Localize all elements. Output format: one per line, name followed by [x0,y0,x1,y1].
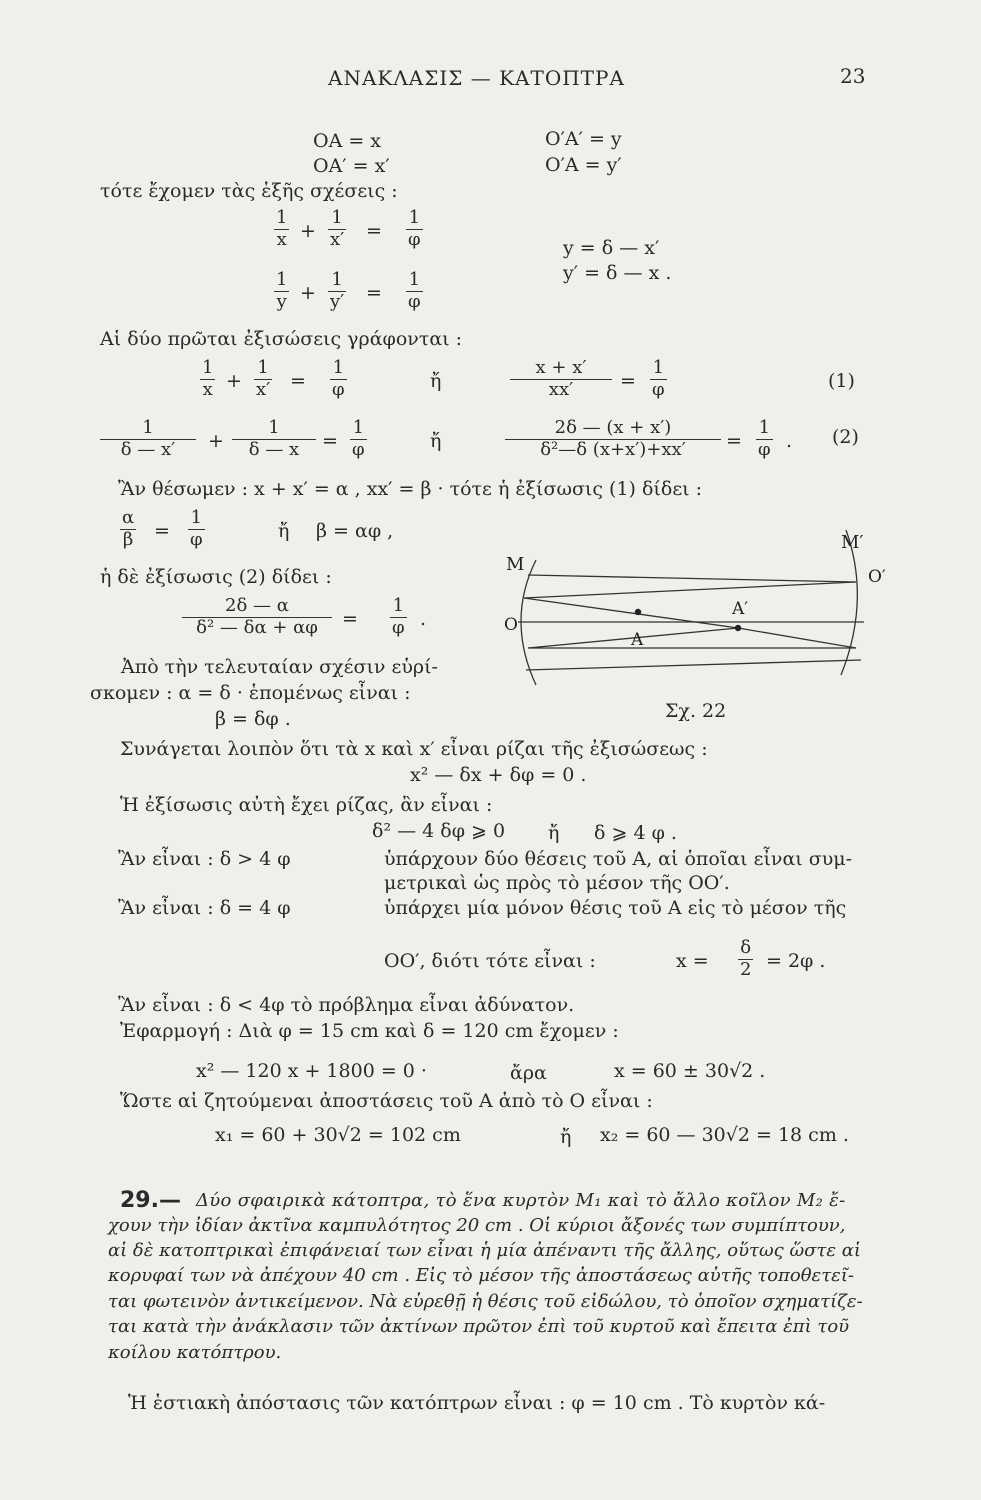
or-word: ἤ [430,430,442,452]
label-a: A [631,630,644,650]
def-oa: OA = x [313,130,382,152]
frac-alpha-beta: α β [122,507,135,550]
def-o-prime-a-prime: O′A′ = y [545,128,622,150]
problem-line4: κορυφαί των νὰ ἀπέχουν 40 cm . Εἰς τὸ μέσον τῆς ἀποστάσεως αὐτῆς τοποθετεῖ- [108,1265,854,1286]
plus: + [300,220,316,242]
equals: = [342,608,358,630]
problem-number: 29.— [120,1188,181,1213]
frac-1-phi: 1 φ [408,207,421,250]
equals: = [154,520,170,542]
distances-text: Ὥστε αἱ ζητούμεναι ἀποστάσεις τοῦ Α ἀπὸ τὸ Ο εἶναι : [120,1090,653,1112]
frac-1-d-minus-x: 1 δ — x [232,418,316,460]
or-word: ἤ [430,370,442,392]
application-text: Ἐφαρμογή : Διὰ φ = 15 cm καὶ δ = 120 cm ἔχομεν : [120,1020,619,1042]
relation-yp: y′ = δ — x . [563,262,672,284]
frac-1-phi: 1 φ [652,357,665,400]
frac-1-yp: 1 y′ [330,269,345,312]
frac-1-x: 1 x [276,207,288,250]
label-o: O [504,615,518,635]
frac-1-d-minus-xp: 1 δ — x′ [100,418,196,460]
equals: = [366,220,382,242]
problem-line1: Δύο σφαιρικὰ κάτοπτρα, τὸ ἕνα κυρτὸν Μ₁ καὶ τὸ ἄλλο κοῖλον Μ₂ ἔ- [196,1190,846,1211]
or-word: ἤ [560,1126,572,1148]
period: . [786,430,793,452]
case2-result: = 2φ . [766,950,826,972]
roots-condition-text: Ἡ ἐξίσωσις αὐτὴ ἔχει ρίζας, ἂν εἶναι : [120,794,493,816]
problem-line5: ται φωτεινὸν ἀντικείμενον. Νὰ εὑρεθῇ ἡ θέσις τοῦ εἰδώλου, τὸ ὁποῖον σχηματίζε- [108,1291,863,1312]
plus: + [300,282,316,304]
beta-delta-phi: β = δφ . [215,708,291,730]
equals: = [726,430,742,452]
running-header: ΑΝΑΚΛΑΣΙΣ — ΚΑΤΟΠΤΡΑ [328,66,625,90]
application-equation: x² — 120 x + 1800 = 0 · [196,1060,427,1082]
equation-label-1: (1) [828,370,855,392]
equation-label-2: (2) [832,426,859,448]
or-word: ἤ [548,822,560,844]
from-last-line1: Ἀπὸ τὴν τελευταίαν σχέσιν εὑρί- [121,656,438,678]
frac-eq3: 2δ — α δ² — δα + αφ [182,596,332,638]
frac-1-phi: 1 φ [392,595,405,638]
point-a-dot [635,609,641,615]
label-m: M [506,554,525,575]
frac-1-xp: 1 x′ [256,357,271,400]
case2-condition: Ἂν εἶναι : δ = 4 φ [118,897,291,919]
conclusion-text: Συνάγεται λοιπὸν ὅτι τὰ x καὶ x′ εἶναι ρίζαι τῆς ἐξισώσεως : [120,738,708,760]
ray-line [524,582,856,598]
problem-line6: ται κατὰ τὴν ἀνάκλασιν τῶν ἀκτίνων πρῶτον ἐπὶ τοῦ κυρτοῦ καὶ ἔπειτα ἐπὶ τοῦ [108,1316,850,1337]
case2-text-b: ΟΟ′, διότι τότε εἶναι : [384,950,596,972]
intro-text: τότε ἔχομεν τὰς ἑξῆς σχέσεις : [100,180,398,202]
problem-line3: αἱ δὲ κατοπτρικαὶ ἐπιφάνειαί των εἶναι ἡ μία ἀπέναντι τῆς ἄλλης, οὕτως ὥστε αἱ [108,1240,861,1261]
substitution-text: Ἂν θέσωμεν : x + x′ = α , xx′ = β · τότε ἡ ἐξίσωσις (1) δίδει : [118,478,703,500]
root-x1: x₁ = 60 + 30√2 = 102 cm [215,1124,461,1146]
problem-line2: χουν τὴν ἰδίαν ἀκτῖνα καμπυλότητος 20 cm . Οἱ κύριοι ἄξονές των συμπίπτουν, [108,1215,846,1236]
case2-x: x = [676,950,709,972]
last-line: Ἡ ἑστιακὴ ἀπόστασις τῶν κατόπτρων εἶναι : φ = 10 cm . Τὸ κυρτὸν κά- [128,1392,826,1414]
frac-1-phi: 1 φ [332,357,345,400]
equals: = [290,370,306,392]
first-two-text: Αἱ δύο πρῶται ἐξισώσεις γράφονται : [100,328,463,350]
quadratic-equation: x² — δx + δφ = 0 . [410,764,587,786]
ray-line [524,598,738,628]
def-o-prime-a: O′A = y′ [545,154,622,176]
point-a-prime-dot [735,625,741,631]
label-a-prime: A′ [732,599,749,619]
frac-1-phi: 1 φ [758,417,771,460]
or-word: ἤ [278,520,290,542]
relation-y: y = δ — x′ [563,237,660,259]
discriminant: δ² — 4 δφ ⩾ 0 [372,820,506,842]
frac-sum-over-product: x + x′ xx′ [510,358,612,400]
period: . [420,608,427,630]
equals: = [366,282,382,304]
problem-line7: κοίλου κατόπτρου. [108,1342,282,1363]
page-number: 23 [840,64,866,88]
plus: + [226,370,242,392]
frac-1-phi: 1 φ [408,269,421,312]
discriminant-alt: δ ⩾ 4 φ . [594,822,677,844]
eq2-gives-text: ἡ δὲ ἐξίσωσις (2) δίδει : [100,566,332,588]
ray-line [528,575,856,582]
frac-1-phi: 1 φ [352,417,365,460]
equals: = [322,430,338,452]
figure-22-mirrors [496,520,896,720]
frac-1-x: 1 x [202,357,214,400]
root-x2: x₂ = 60 — 30√2 = 18 cm . [600,1124,849,1146]
label-m-prime: M′ [841,532,864,553]
case1-condition: Ἂν εἶναι : δ > 4 φ [118,848,291,870]
case2-text-a: ὑπάρχει μία μόνον θέσις τοῦ Α εἰς τὸ μέσον τῆς [384,897,847,919]
from-last-line2: σκομεν : α = δ · ἑπομένως εἶναι : [90,682,411,704]
ray-line [738,628,856,648]
equals: = [620,370,636,392]
application-solution: x = 60 ± 30√2 . [614,1060,766,1082]
figure-caption: Σχ. 22 [665,700,727,722]
application-hence: ἄρα [510,1062,547,1084]
case1-text-a: ὑπάρχουν δύο θέσεις τοῦ Α, αἱ ὁποῖαι εἶναι συμ- [384,848,853,870]
frac-1-phi: 1 φ [190,507,203,550]
frac-delta-over-2: δ 2 [740,937,752,980]
case3-text: Ἂν εἶναι : δ < 4φ τὸ πρόβλημα εἶναι ἀδύνατον. [118,994,575,1016]
beta-alpha-phi: β = αφ , [316,520,394,542]
frac-eq2: 2δ — (x + x′) δ²—δ (x+x′)+xx′ [505,418,721,460]
frac-1-y: 1 y [276,269,288,312]
frac-1-xp: 1 x′ [330,207,345,250]
ray-line [526,660,861,670]
def-oa-prime: OA′ = x′ [313,155,390,177]
plus: + [208,430,224,452]
label-o-prime: O′ [868,567,886,587]
case1-text-b: μετρικαὶ ὡς πρὸς τὸ μέσον τῆς ΟΟ′. [384,872,730,894]
